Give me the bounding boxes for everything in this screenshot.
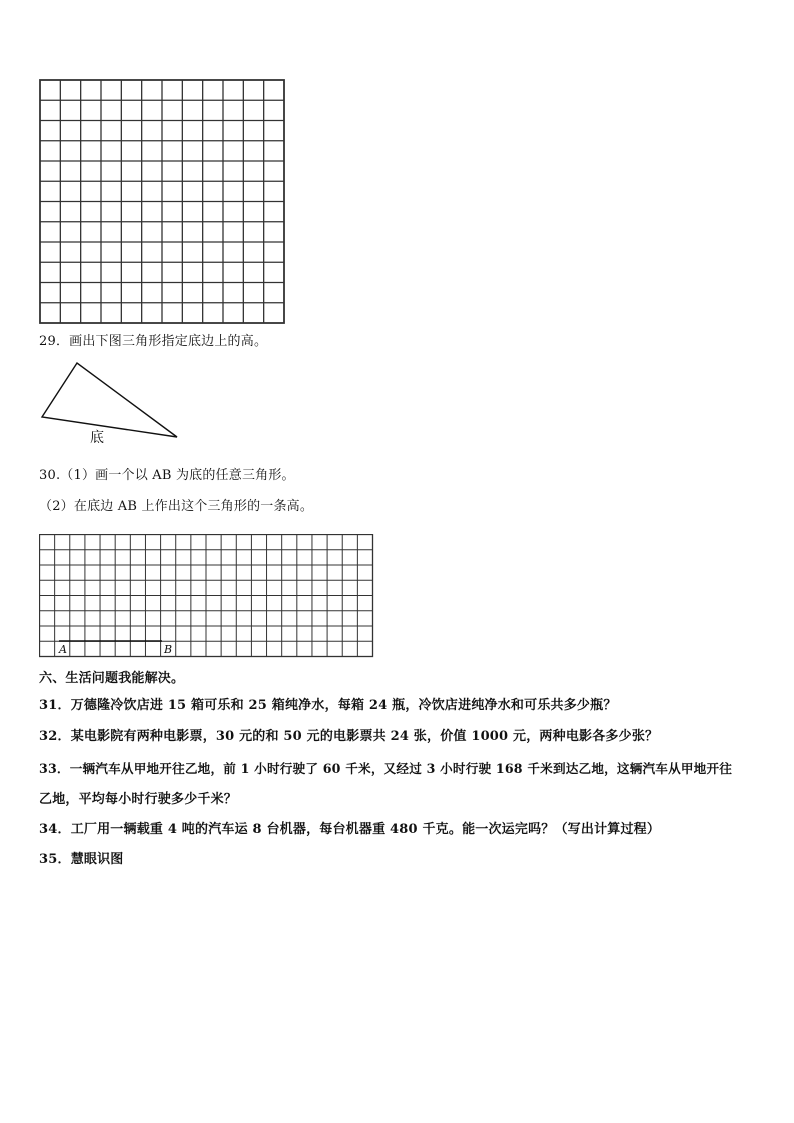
section-6-heading: 六、生活问题我能解决。 [39,671,185,686]
question-34: 34．工厂用一辆载重 4 吨的汽车运 8 台机器，每台机器重 480 千克。能一次运完吗？（写出计算过程） [39,822,661,837]
question-29: 29．画出下图三角形指定底边上的高。 [39,334,268,349]
triangle-base-label: 底 [90,430,104,446]
question-33-line-1: 33．一辆汽车从甲地开往乙地，前 1 小时行驶了 60 千米，又经过 3 小时行驶 168 千米到达乙地，这辆汽车从甲地开往 [39,761,733,776]
question-30-part-2: （2）在底边 AB 上作出这个三角形的一条高。 [39,499,314,514]
point-a-label: A [59,643,67,656]
question-33-line-2: 乙地，平均每小时行驶多少千米？ [39,792,238,807]
question-35: 35．慧眼识图 [39,852,124,867]
triangle-figure [40,360,185,448]
rect-grid-ab [39,534,374,659]
point-b-label: B [164,643,173,656]
question-31: 31．万德隆冷饮店进 15 箱可乐和 25 箱纯净水，每箱 24 瓶，冷饮店进纯净水和可乐共多少瓶？ [39,698,617,713]
triangle-shape [42,363,177,437]
square-grid-top [39,79,286,324]
question-32: 32．某电影院有两种电影票，30 元的和 50 元的电影票共 24 张，价值 1000 元，两种电影各多少张？ [39,729,659,744]
question-30-part-1: 30.（1）画一个以 AB 为底的任意三角形。 [39,468,295,483]
